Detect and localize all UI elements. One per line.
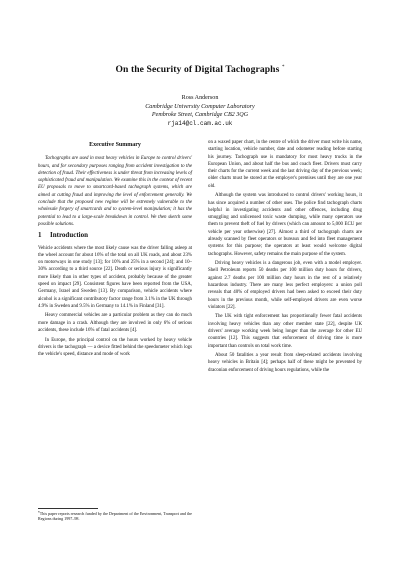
title-text: On the Security of Digital Tachographs — [115, 64, 280, 75]
abstract-heading: Executive Summary — [89, 142, 141, 148]
intro-paragraph-2: Heavy commercial vehicles are a particular problem as they can do much more damage in a crash. Although they are involved in only 6% of serious accidents, these include 16% of fatal accidents [4]. — [38, 313, 192, 334]
author-affiliation: Cambridge University Computer Laboratory — [145, 104, 255, 110]
footnote — [38, 511, 192, 522]
right-paragraph-4: The UK with tight enforcement has proportionally fewer fatal accidents involving heavy vehicles than any other member state [22], despite UK drivers' average working week being longer than the average for other EU countries [12]. This suggests that enforcement of driving time is more important than controls on total work time. — [208, 314, 362, 349]
right-paragraph-2: Although the system was introduced to control drivers' working hours, it has since acquired a number of other uses. The police find tachograph charts helpful in investigating accidents and other offences, including drug smuggling and unlicensed toxic waste dumping, while many operators use them to prevent theft of fuel by drivers (which can amount to 5,000 ECU per vehicle per year otherwise) [27]. Almost a third of tachograph charts are already scanned by fleet operators or bureaux and fed into fleet management systems for this purpose; the operators at least would welcome digital tachographs. However, safety remains the main purpose of the system. — [208, 193, 362, 257]
title-footnote-mark: * — [281, 64, 285, 70]
author-email: rja14@cl.cam.ac.uk — [167, 120, 233, 127]
footnote-text: This paper reports research funded by the Department of the Environment, Transport and the Regions during 1997–98. — [38, 511, 192, 522]
intro-paragraph-1: Vehicle accidents where the most likely cause was the driver falling asleep at the wheel account for about 16% of the total on all UK roads, and about 23% on motorways in one study [13]; for 10% and 25% in a second [24]; and 10–30% according to a third source [22]. Death or serious injury is significantly more likely than in other types of accident, probably because of the greater speed on impact [29]. Consistent figures have been reported from the USA, Germany, Israel and Sweden [13]. By comparison, vehicle accidents where alcohol is a significant contributory factor range from 3.1% in the UK through 4.9% in Sweden and 9.5% in Germany to 14.1% in Finland [31]. — [38, 245, 192, 309]
intro-paragraph-3: In Europe, the principal control on the hours worked by heavy vehicle drivers is the tachograph — a device fitted behind the speedometer which logs the vehicle's speed, distance and mode of work — [38, 337, 192, 358]
right-paragraph-5: About 50 fatalities a year result from sleep-related accidents involving heavy vehicles in Britain [4]; perhaps half of these might be prevented by draconian enforcement of driving hours regulations, while the — [208, 353, 362, 373]
section-number: 1 — [38, 231, 42, 240]
right-paragraph-3: Driving heavy vehicles is a dangerous job, even with a model employer. Shell Petroleum reports 50 deaths per 100 million duty hours for drivers, against 2.7 deaths per 100 million duty hours in the rest of a relatively hazardous industry. There are many less perfect employers: a union poll reveals that 40% of employed drivers had been asked to exceed their duty hours in the previous month, while self-employed drivers are even worse violators [22]. — [208, 261, 362, 310]
left-column — [38, 140, 192, 361]
section-title: Introduction — [50, 231, 88, 240]
author-name: Ross Anderson — [181, 95, 219, 101]
section-heading — [38, 232, 192, 239]
paper-title — [0, 64, 400, 75]
author-address: Pembroke Street, Cambridge CB2 3QG — [151, 112, 249, 118]
right-paragraph-1: on a waxed paper chart, in the centre of which the driver must write his name, starting location, vehicle number, date and odometer reading before starting his journey. Tachograph use is mandatory for most heavy trucks in the European Union, and about half the bus and coach fleet. Drivers must carry their charts for the current week and the last driving day of the previous week; older charts must be stored at the employer's premises until they are one year old. — [208, 140, 362, 189]
footnote-rule — [38, 508, 98, 509]
abstract-text: Tachographs are used in most heavy vehicles in Europe to control drivers' hours, and for secondary purposes ranging from accident investigation to the detection of fraud. Their effectiveness is under threat from increasing levels of sophisticated fraud and manipulation. We examine this in the context of recent EU proposals to move to smartcard-based tachograph systems, which are aimed at cutting fraud and improving the level of enforcement generally. We conclude that the proposed new regime will be extremely vulnerable to the wholesale forgery of smartcards and to system-level manipulation; it has the potential to lead to a large-scale breakdown in control. We then sketch some possible solutions. — [38, 156, 192, 227]
footnote-mark: * — [38, 511, 40, 515]
right-column — [208, 139, 362, 376]
